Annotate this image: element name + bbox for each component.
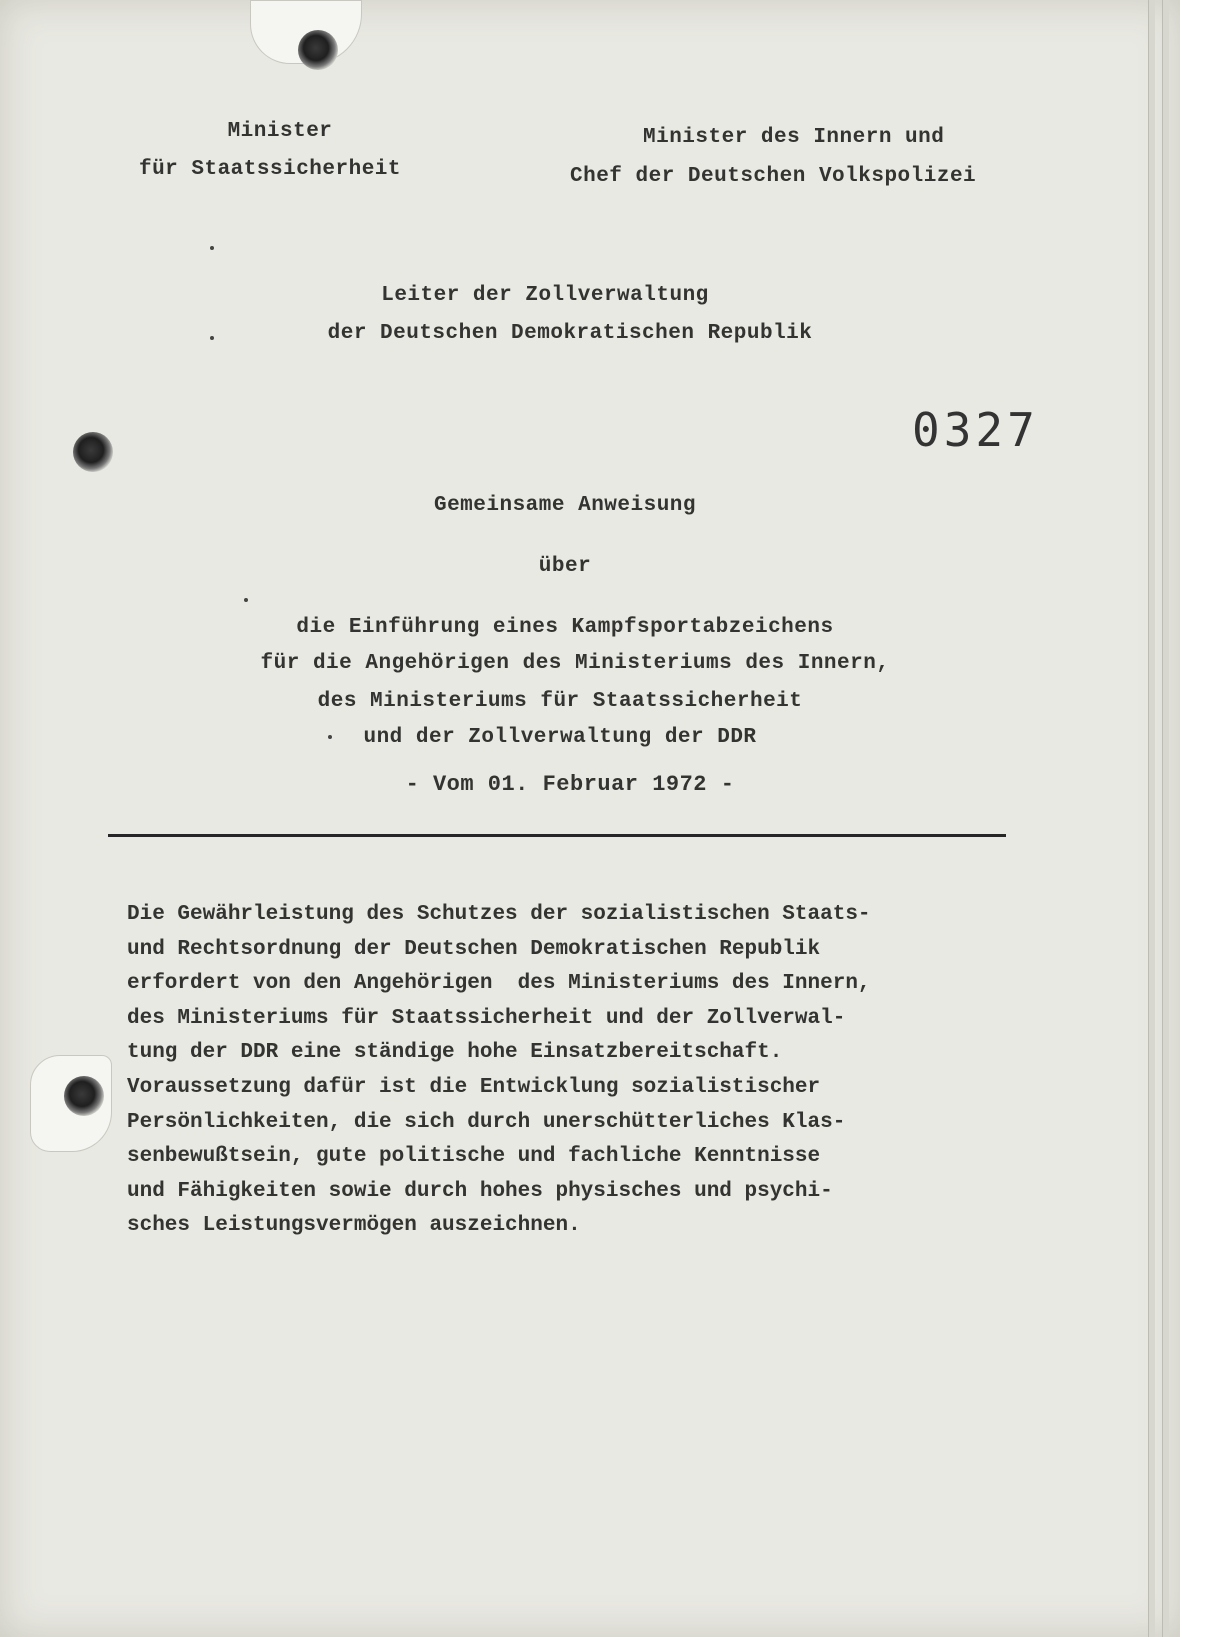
punch-hole — [298, 30, 338, 70]
body-line: und Fähigkeiten sowie durch hohes physisches und psychi- — [127, 1179, 833, 1203]
separator-line — [108, 834, 1006, 837]
speck — [210, 336, 214, 340]
body-line: und Rechtsordnung der Deutschen Demokratischen Republik — [127, 937, 821, 961]
body-line: Persönlichkeiten, die sich durch unerschütterliches Klas- — [127, 1110, 846, 1134]
body-line: Die Gewährleistung des Schutzes der sozialistischen Staats- — [127, 903, 871, 926]
header-right-line1: Minister des Innern und — [643, 126, 945, 149]
punch-hole — [64, 1076, 104, 1116]
subject-line-3: des Ministeriums für Staatssicherheit — [317, 690, 803, 713]
subject-line-4: und der Zollverwaltung der DDR — [363, 726, 757, 749]
header-right-line2: Chef der Deutschen Volkspolizei — [570, 165, 977, 188]
page-edge — [1162, 0, 1169, 1637]
document-number-stamp: 0327 — [912, 403, 1039, 457]
body-line: erfordert von den Angehörigen des Ministeriums des Innern, — [127, 972, 871, 996]
header-left-line2: für Staatssicherheit — [138, 158, 402, 181]
document-date: - Vom 01. Februar 1972 - — [405, 772, 735, 797]
header-left-line1: Minister — [227, 120, 333, 143]
body-line: sches Leistungsvermögen auszeichnen. — [127, 1214, 581, 1238]
subject-line-2: für die Angehörigen des Ministeriums des Innern, — [260, 652, 890, 675]
body-paragraph — [127, 898, 1027, 1244]
speck — [210, 246, 214, 250]
speck — [244, 598, 248, 602]
title-line2: über — [538, 555, 592, 578]
body-line: Voraussetzung dafür ist die Entwicklung sozialistischer — [127, 1075, 821, 1099]
title-line1: Gemeinsame Anweisung — [433, 494, 697, 517]
body-line: senbewußtsein, gute politische und fachliche Kenntnisse — [127, 1145, 821, 1169]
body-line: tung der DDR eine ständige hohe Einsatzbereitschaft. — [127, 1041, 783, 1065]
header-center-line1: Leiter der Zollverwaltung — [381, 284, 709, 307]
page-edge — [1148, 0, 1155, 1637]
subject-line-1: die Einführung eines Kampfsportabzeichens — [296, 616, 834, 639]
body-line: des Ministeriums für Staatssicherheit und der Zollverwal- — [127, 1006, 846, 1030]
header-center-line2: der Deutschen Demokratischen Republik — [327, 322, 813, 345]
punch-hole — [73, 432, 113, 472]
